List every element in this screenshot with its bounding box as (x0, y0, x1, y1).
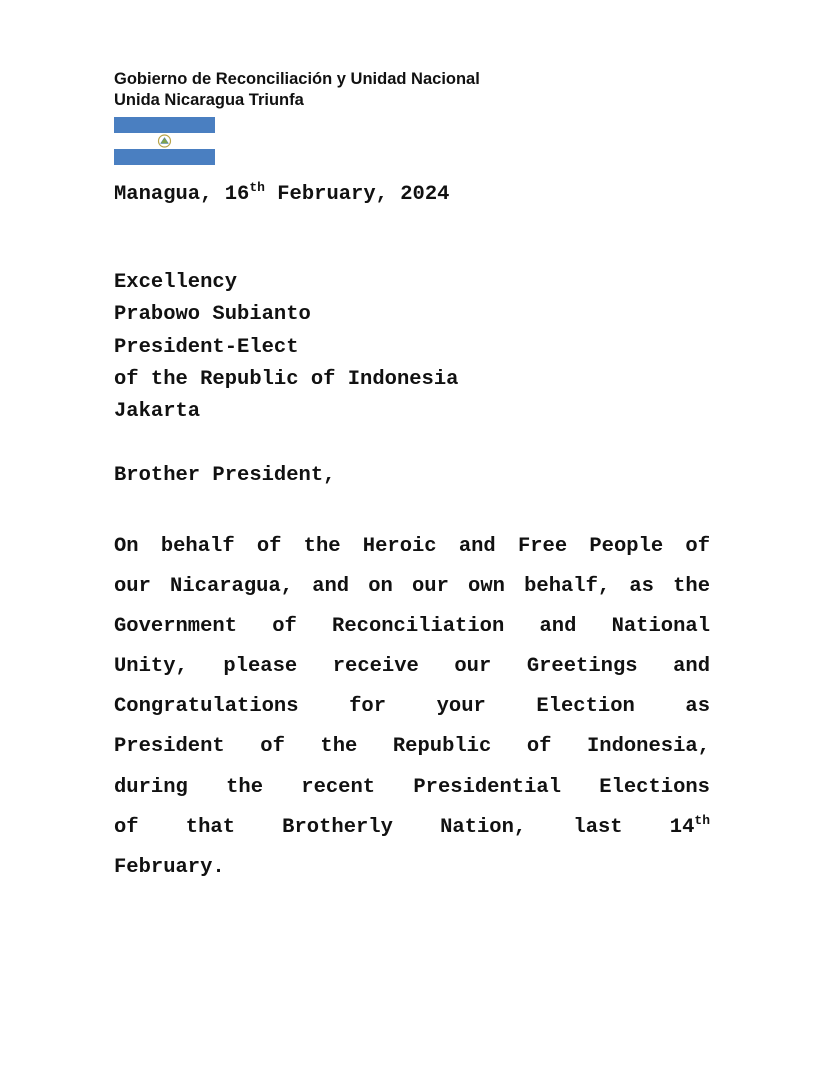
body-line: Unity, please receive our Greetings and (114, 655, 710, 679)
recipient-position: President-Elect (114, 335, 299, 359)
recipient-country: of the Republic of Indonesia (114, 367, 459, 391)
body-line: of that Brotherly Nation, last 14th (114, 812, 710, 839)
recipient-address (114, 267, 458, 428)
body-line: On behalf of the Heroic and Free People of (114, 535, 710, 558)
body-line: February. (114, 855, 225, 879)
recipient-name: Prabowo Subianto (114, 303, 311, 327)
government-motto: Unida Nicaragua Triunfa (114, 91, 304, 109)
recipient-city: Jakarta (114, 400, 201, 424)
salutation: Brother President, (114, 464, 336, 487)
nicaragua-flag-icon (114, 117, 215, 165)
letter-date: Managua, 16th February, 2024 (114, 180, 450, 206)
flag-top-stripe (114, 117, 215, 133)
letterhead (114, 69, 480, 111)
flag-bottom-stripe (114, 149, 215, 165)
body-line: Congratulations for your Election as (114, 695, 710, 719)
letter-body (114, 527, 710, 888)
body-line: during the recent Presidential Elections (114, 775, 710, 799)
body-line: President of the Republic of Indonesia, (114, 735, 710, 759)
recipient-title: Excellency (114, 271, 238, 294)
body-line: our Nicaragua, and on our own behalf, as the (114, 575, 710, 599)
government-name: Gobierno de Reconciliación y Unidad Nacional (114, 70, 480, 88)
body-line: Government of Reconciliation and National (114, 615, 710, 639)
